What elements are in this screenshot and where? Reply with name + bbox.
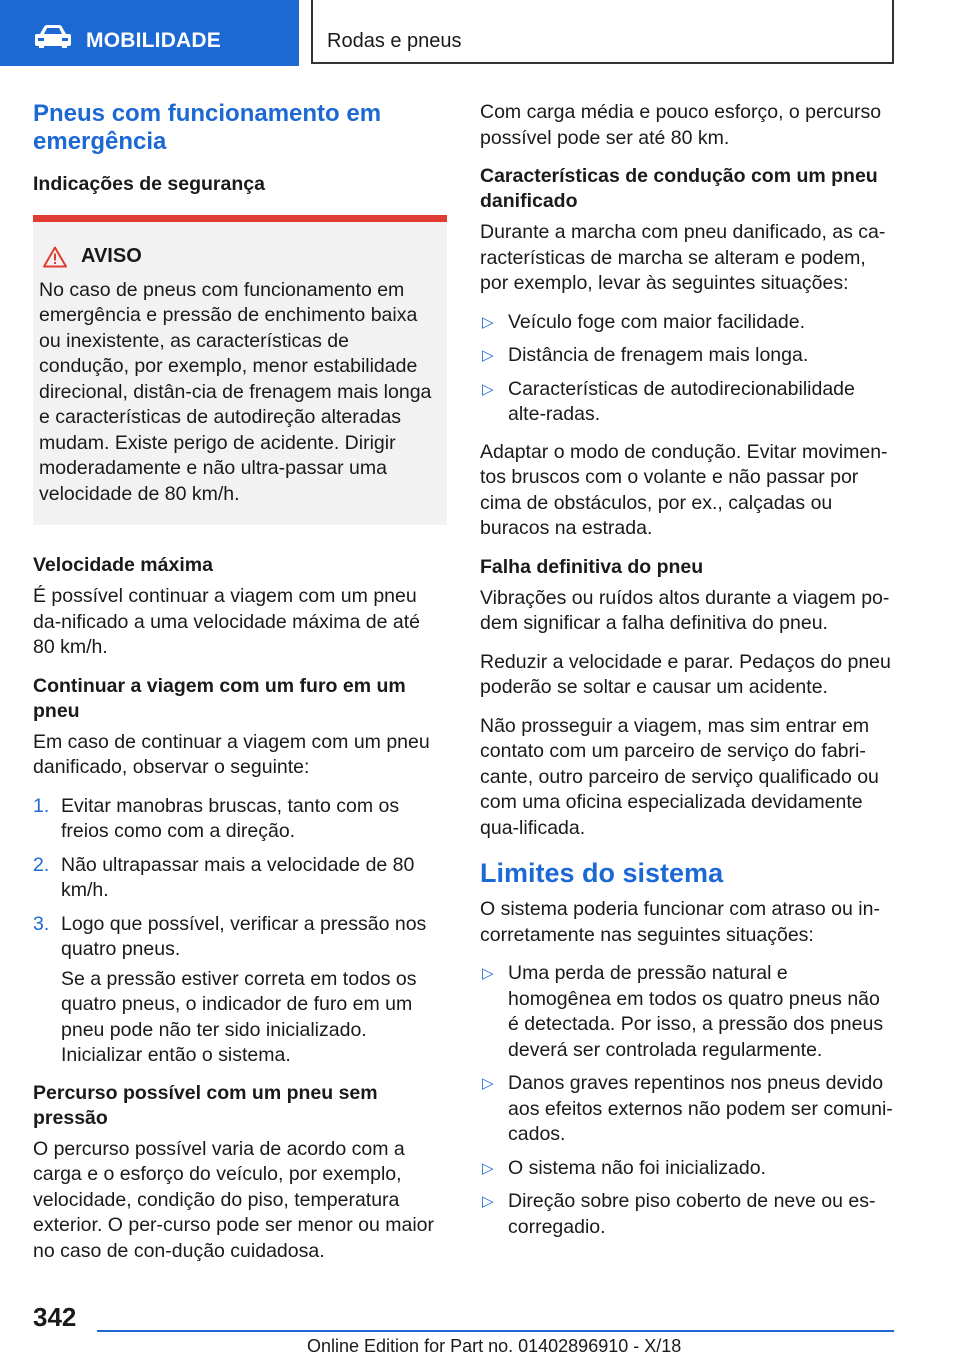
max-speed-heading: Velocidade máxima [33, 554, 213, 576]
header-tab [0, 0, 299, 66]
list-item [480, 961, 894, 1063]
failure-p1: Vibrações ou ruídos altos durante a viagem po-dem significar a falha definitiva do pneu. [480, 586, 890, 634]
warning-title: AVISO [81, 245, 142, 267]
range-heading: Percurso possível com um pneu sem pressão [33, 1081, 378, 1129]
max-speed-text: É possível continuar a viagem com um pneu da-nificado a uma velocidade máxima de até 80 km/h. [33, 585, 420, 658]
warning-box [33, 215, 447, 525]
failure-heading: Falha definitiva do pneu [480, 555, 704, 578]
list-item [480, 1189, 894, 1240]
page-title: Pneus com funcionamento em emergência [33, 100, 382, 155]
list-item [33, 853, 447, 904]
limits-intro: O sistema poderia funcionar com atraso ou in-corretamente nas seguintes situações: [480, 898, 880, 946]
bullet-triangle-icon: ▷ [482, 347, 494, 364]
driving-intro: Durante a marcha com pneu danificado, as ca-racterísticas de marcha se alteram e podem, por exemplo, levar às seguintes situações: [480, 221, 886, 294]
footer-divider [97, 1330, 894, 1332]
list-number: 3. [33, 912, 50, 935]
list-item-text: Veículo foge com maior facilidade. [508, 310, 805, 333]
bullet-triangle-icon: ▷ [482, 380, 494, 398]
bullet-triangle-icon: ▷ [482, 1193, 494, 1210]
list-item-text: Evitar manobras bruscas, tanto com os freios como com a direção. [61, 794, 400, 842]
list-item-text: Uma perda de pressão natural e homogênea em todos os quatro pneus não é detectada. Por isso, a pressão dos pneus deverá ser controlada regularmente. [508, 962, 884, 1061]
bullet-triangle-icon: ▷ [482, 313, 494, 331]
footer-edition: Online Edition for Part no. 01402896910 - X/18 [307, 1336, 682, 1356]
failure-p3: Não prosseguir a viagem, mas sim entrar em contato com um parceiro de serviço do fabri-cante, outro parceiro de serviço qualificado ou com uma oficina especializada devidamente qua-lificada. [480, 714, 879, 839]
limits-list [480, 961, 894, 1240]
list-item-text: O sistema não foi inicializado. [508, 1156, 766, 1179]
limits-heading: Limites do sistema [480, 858, 724, 888]
warning-triangle-icon [43, 246, 67, 268]
list-item-text: Características de autodirecionabilidade alte-radas. [508, 377, 855, 425]
warning-text: No caso de pneus com funcionamento em emergência e pressão de enchimento baixa ou inexistente, as características de condução, por exemplo, menor estabilidade direcional, distân-cia de frenagem mais longa e características de autodireção alteradas mudam. Existe perigo de acidente. Dirigir moderadamente e não ultra-passar uma velocidade de 80 km/h. [39, 278, 432, 505]
warning-title-row [39, 244, 441, 270]
continue-heading: Continuar a viagem com um furo em um pneu [33, 674, 406, 722]
list-item-text: Distância de frenagem mais longa. [508, 344, 809, 366]
failure-p2: Reduzir a velocidade e parar. Pedaços do pneu poderão se soltar e causar um acidente. [480, 650, 891, 698]
list-item-text: Direção sobre piso coberto de neve ou es-corregadio. [508, 1190, 876, 1238]
bullet-triangle-icon: ▷ [482, 1159, 494, 1177]
list-item [33, 912, 447, 1069]
section-title: Rodas e pneus [327, 30, 462, 52]
page-number: 342 [33, 1302, 77, 1332]
list-item-text: Danos graves repentinos nos pneus devido aos efeitos externos não podem ser comuni-cados. [508, 1072, 893, 1145]
continue-list [33, 794, 447, 1069]
list-number: 1. [33, 794, 50, 817]
list-item [480, 1156, 894, 1182]
bullet-triangle-icon: ▷ [482, 1075, 494, 1092]
list-item-text: Não ultrapassar mais a velocidade de 80 km/h. [61, 853, 415, 901]
range-text: O percurso possível varia de acordo com a carga e o esforço do veículo, por exemplo, velocidade, condição do piso, temperatura exterior. O per-curso pode ser menor ou maior no caso de con-dução cuidadosa. [33, 1137, 435, 1262]
continue-intro: Em caso de continuar a viagem com um pneu danificado, observar o seguinte: [33, 730, 430, 778]
list-number: 2. [33, 853, 50, 876]
right-column [480, 100, 894, 1252]
list-item-note: Se a pressão estiver correta em todos os quatro pneus, o indicador de furo em um pneu pode não ter sido inicializado. Inicializar então o sistema. [61, 967, 417, 1066]
safety-heading: Indicações de segurança [33, 173, 265, 195]
bullet-triangle-icon: ▷ [482, 965, 494, 982]
list-item [480, 310, 894, 336]
list-item [480, 377, 894, 428]
driving-list [480, 310, 894, 428]
list-item [33, 794, 447, 845]
range-continued-text: Com carga média e pouco esforço, o percurso possível pode ser até 80 km. [480, 101, 882, 149]
header-tab-label: MOBILIDADE [86, 29, 221, 52]
car-icon [34, 24, 72, 48]
list-item-text: Logo que possível, verificar a pressão nos quatro pneus. [61, 912, 427, 960]
list-item [480, 343, 894, 369]
driving-heading: Características de condução com um pneu danificado [480, 165, 878, 212]
driving-after: Adaptar o modo de condução. Evitar movimen-tos bruscos com o volante e não passar por cima de obstáculos, por ex., calçadas ou buracos na estrada. [480, 440, 888, 539]
header-section [311, 0, 894, 64]
list-item [480, 1071, 894, 1148]
left-column [33, 100, 447, 1277]
